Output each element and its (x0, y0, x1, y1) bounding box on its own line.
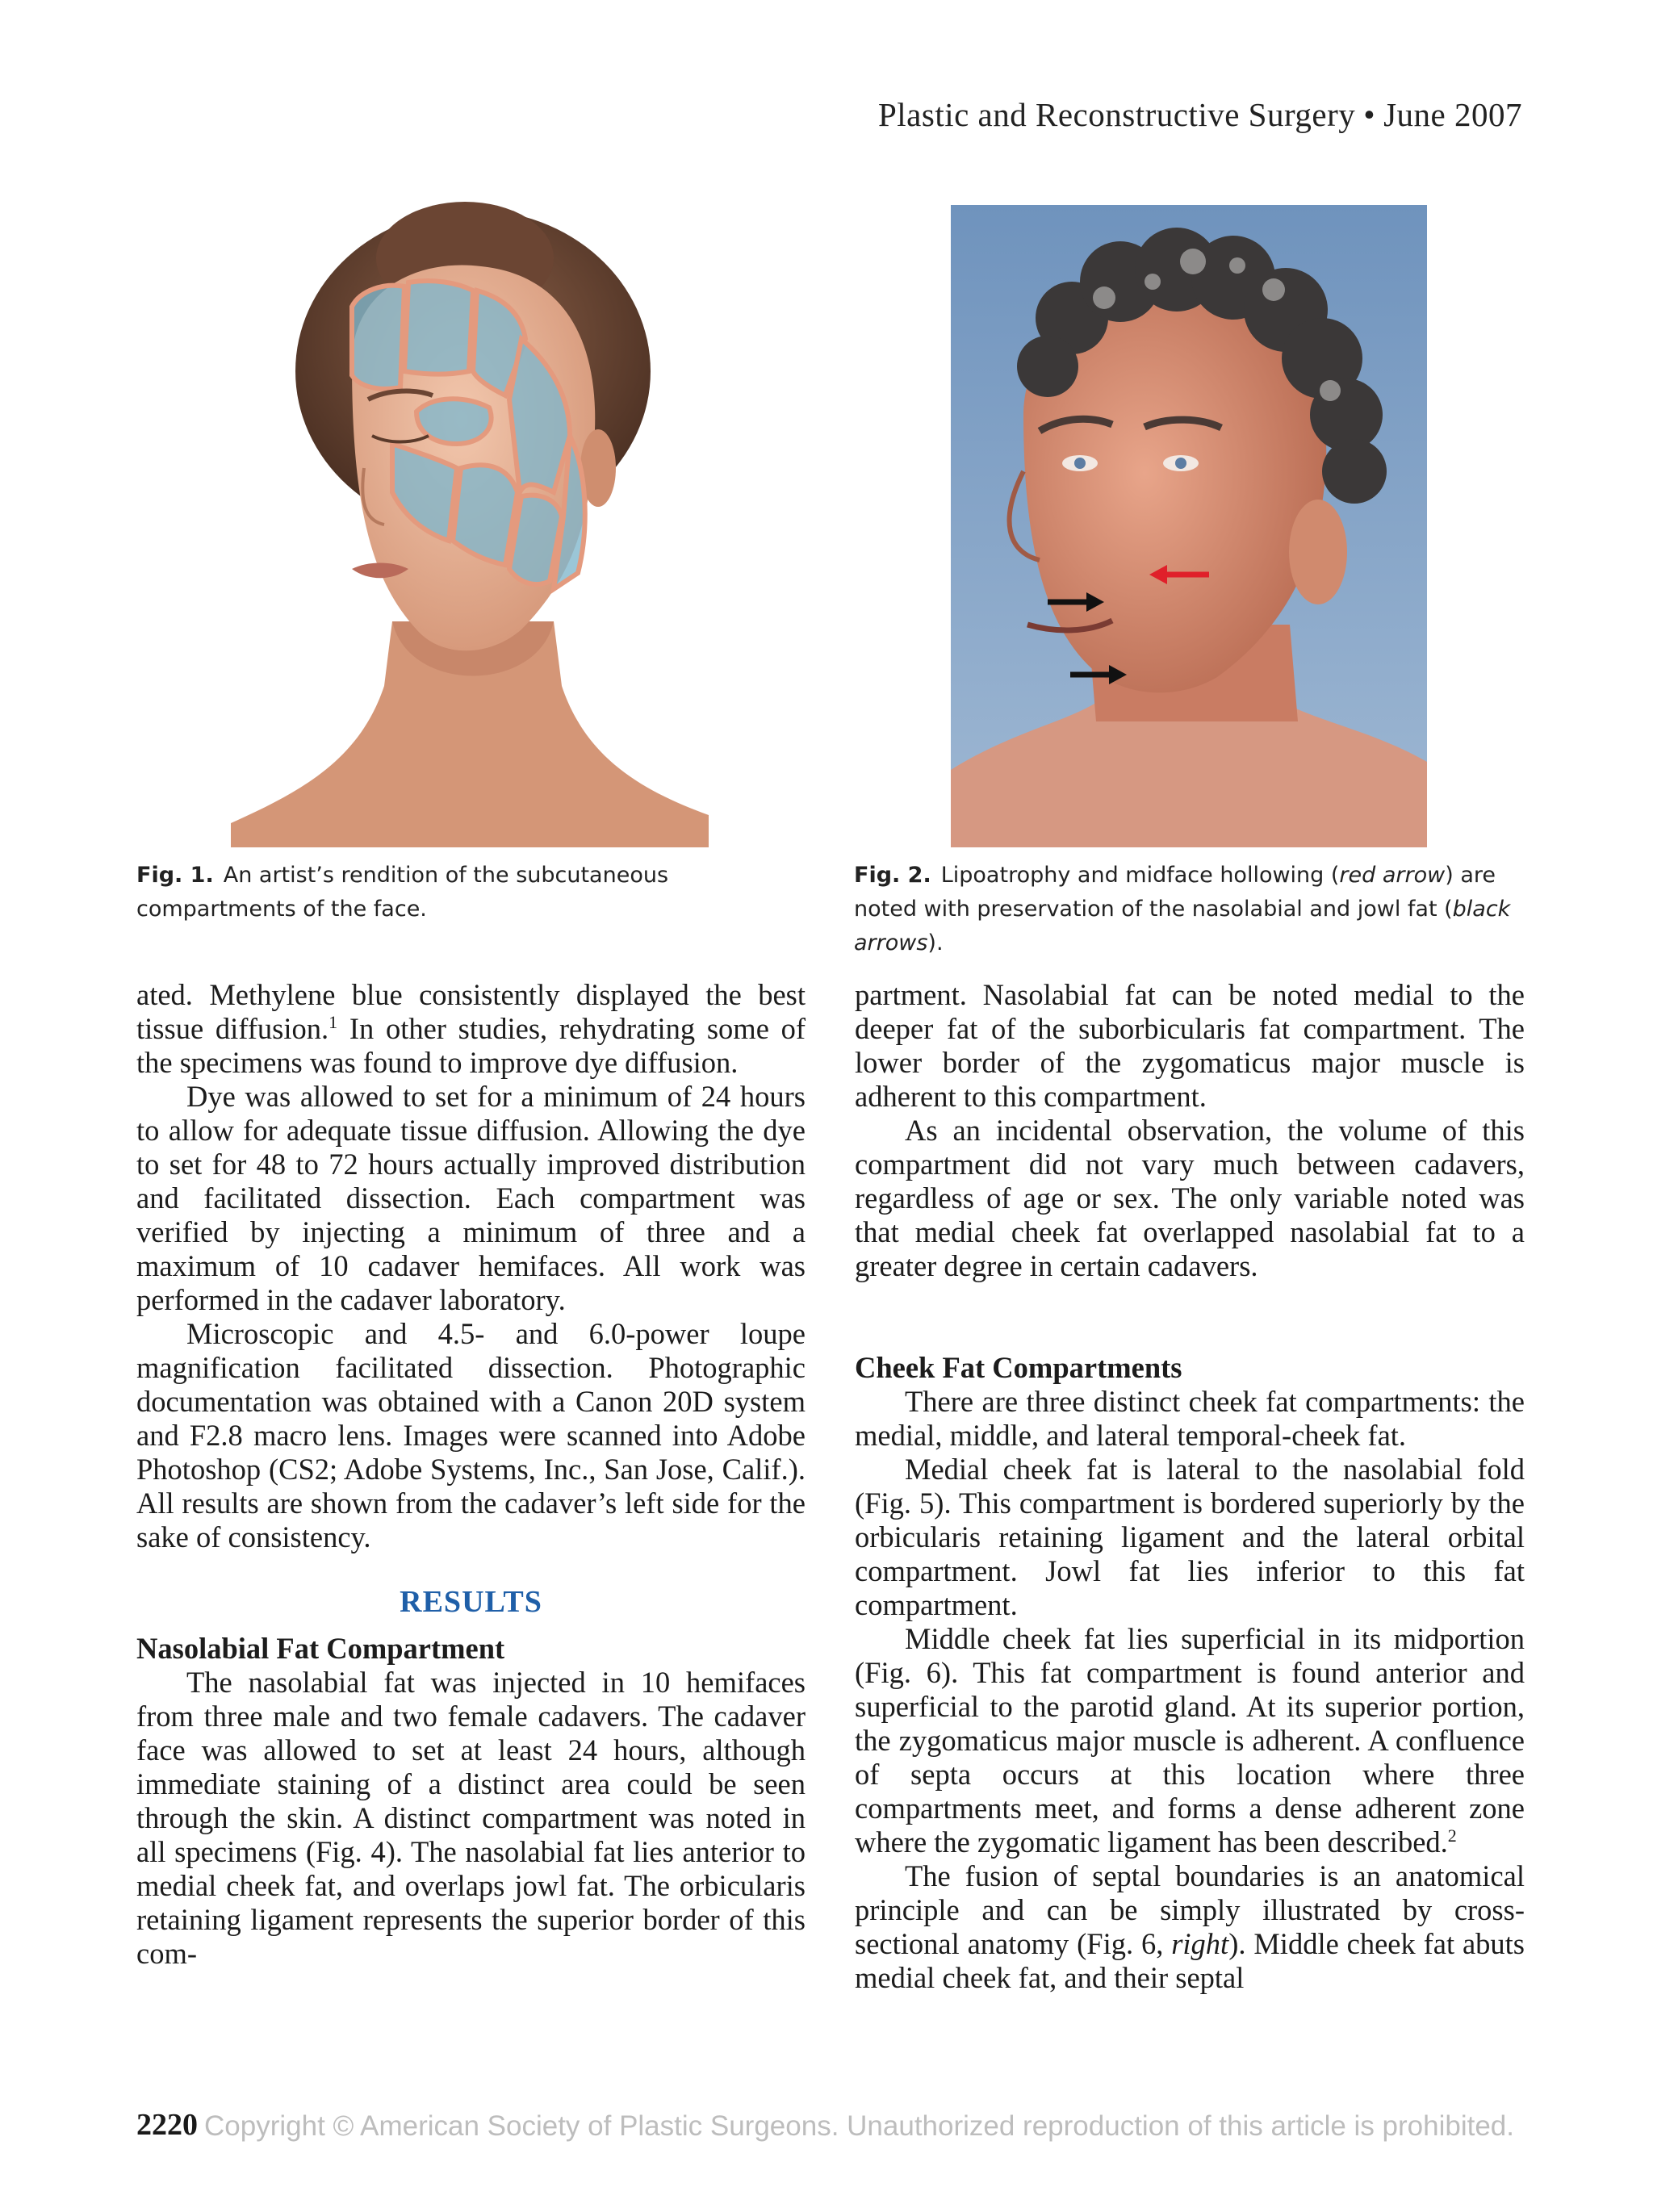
figure-2-caption-emphasis: red arrow (1339, 863, 1446, 888)
left-column (136, 978, 806, 1971)
paragraph (855, 1622, 1525, 1859)
page-number: 2220 (136, 2108, 198, 2142)
copyright-watermark: Copyright © American Society of Plastic Surgeons. Unauthorized reproduction of this article is prohibited. (204, 2110, 1514, 2142)
paragraph-text: Middle cheek fat lies superficial in its midportion (Fig. 6). This fat compartment is found anterior and superficial to the parotid gland. At its superior portion, the zygomaticus major muscle is adherent. A confluence of septa occurs at this location where three compartments meet, and forms a dense adherent zone where the zygomatic ligament has been described. (855, 1622, 1525, 1859)
figure-1-image (231, 202, 709, 847)
page-footer (136, 2107, 1525, 2147)
figure-1-caption (136, 859, 806, 926)
subheading: Nasolabial Fat Compartment (136, 1632, 505, 1665)
figure-1-caption-text: An artist’s rendition of the subcutaneous compartments of the face. (136, 863, 669, 922)
figure-1-label: Fig. 1. (136, 863, 214, 888)
paragraph-text: The fusion of septal boundaries is an anatomical principle and can be simply illustrated by cross-sectional anatomy (Fig. 6, (855, 1859, 1525, 1960)
issue-date: June 2007 (1383, 96, 1522, 133)
running-head (878, 95, 1522, 134)
paragraph: partment. Nasolabial fat can be noted medial to the deeper fat of the suborbicularis fat compartment. The lower border of the zygomaticus major muscle is adherent to this compartment. (855, 978, 1525, 1113)
section-heading: RESULTS (400, 1585, 542, 1619)
figure-2-caption (854, 859, 1525, 960)
paragraph: Medial cheek fat is lateral to the nasolabial fold (Fig. 5). This compartment is bordered superiorly by the orbicularis retaining ligament and the lateral orbital compartment. Jowl fat lies inferior to this fat compartment. (855, 1453, 1525, 1621)
reference-superscript: 2 (1447, 1825, 1457, 1846)
paragraph-text: ated. Methylene blue consistently displayed the best tissue diffusion. (136, 978, 806, 1045)
figure-2-caption-text: Lipoatrophy and midface hollowing ( (940, 863, 1340, 888)
paragraph-text: In other studies, rehydrating some of the specimens was found to improve dye diffusion. (136, 1012, 806, 1079)
paragraph (136, 978, 806, 1080)
figure-2-label: Fig. 2. (854, 863, 931, 888)
figure-2-caption-text: ) are noted with preservation of the nasolabial and jowl fat ( (854, 863, 1496, 922)
face-compartment-illustration (231, 202, 709, 847)
paragraph (855, 1859, 1525, 1995)
figure-2-image (951, 205, 1427, 847)
figure-2-caption-emphasis: black arrows (854, 897, 1511, 955)
journal-title: Plastic and Reconstructive Surgery (877, 96, 1356, 133)
paragraph: There are three distinct cheek fat compartments: the medial, middle, and lateral temporal-cheek fat. (855, 1385, 1525, 1452)
paragraph: Microscopic and 4.5- and 6.0-power loupe magnification facilitated dissection. Photographic documentation was obtained with a Canon 20D system and F2.8 macro lens. Images were scanned into Adobe Photoshop (CS2; Adobe Systems, Inc., San Jose, Calif.). All results are shown from the cadaver’s left side for the sake of consistency. (136, 1317, 806, 1553)
paragraph: Dye was allowed to set for a minimum of 24 hours to allow for adequate tissue diffusion. Allowing the dye to set for 48 to 72 hours actually improved distribution and facilitated dissection. Each compartment was verified by injecting a minimum of three and a maximum of 10 cadaver hemifaces. All work was performed in the cadaver laboratory. (136, 1080, 806, 1316)
paragraph: The nasolabial fat was injected in 10 hemifaces from three male and two female cadavers. The cadaver face was allowed to set at least 24 hours, although immediate staining of a distinct area could be seen through the skin. A distinct compartment was noted in all specimens (Fig. 4). The nasolabial fat lies anterior to medial cheek fat, and overlaps jowl fat. The orbicularis retaining ligament represents the superior border of this com- (136, 1666, 806, 1970)
subheading: Cheek Fat Compartments (855, 1351, 1182, 1384)
paragraph: As an incidental observation, the volume of this compartment did not vary much between cadavers, regardless of age or sex. The only variable noted was that medial cheek fat overlapped nasolabial fat to a greater degree in certain cadavers. (855, 1114, 1525, 1282)
figure-2-caption-text: ). (927, 930, 944, 955)
right-column (855, 978, 1525, 1995)
bullet-separator: • (1363, 96, 1376, 133)
patient-photograph (951, 205, 1427, 847)
paragraph-text: ). Middle cheek fat abuts medial cheek fat, and their septal (855, 1927, 1525, 1994)
paragraph-emphasis: right (1171, 1927, 1229, 1960)
reference-superscript: 1 (329, 1011, 338, 1032)
